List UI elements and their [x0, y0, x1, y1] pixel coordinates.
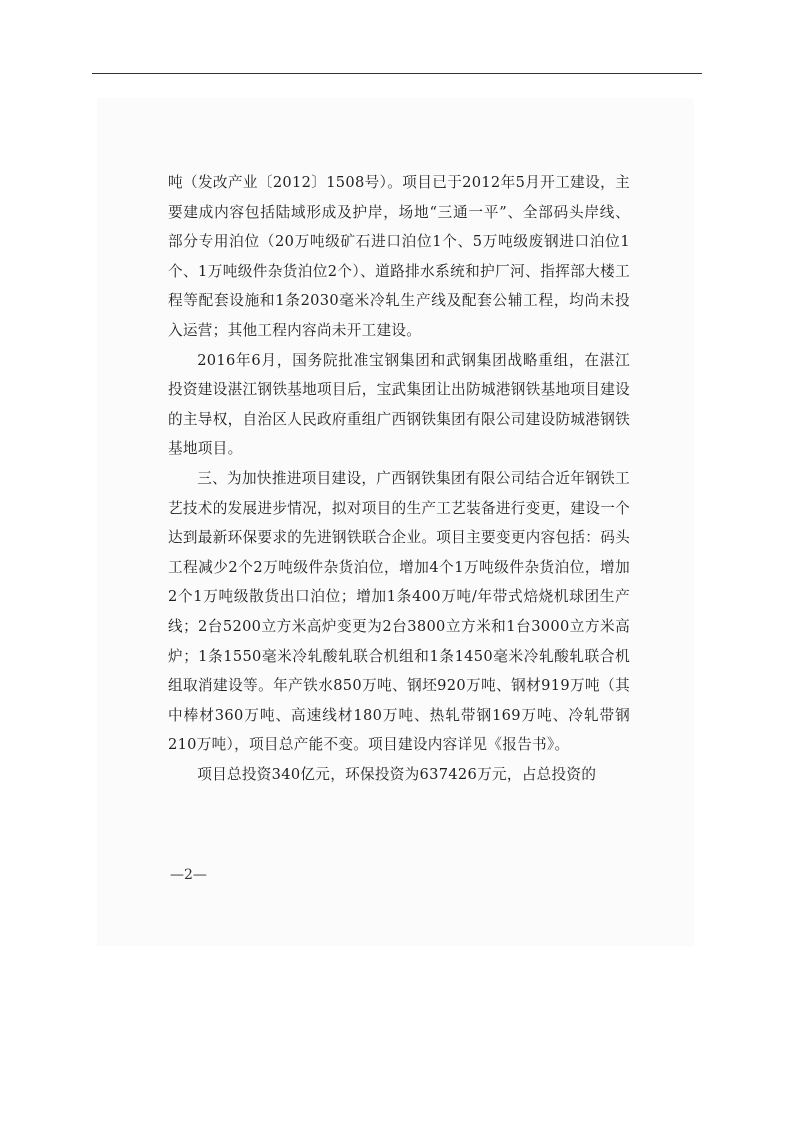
page-number: —2— — [170, 867, 207, 883]
paragraph-investment: 项目总投资340亿元，环保投资为637426万元，占总投资的 — [197, 765, 597, 783]
header-rule — [92, 73, 702, 74]
paragraph-reorganization: 2016年6月，国务院批准宝钢集团和武钢集团战略重组，在湛江投资建设湛江钢铁基地项目后，宝武集团让出防城港钢铁基地项目建设的主导权，自治区人民政府重组广西钢铁集团有限公司建设防城港钢铁基地项目。 — [168, 351, 630, 458]
paragraph-continuation: 吨（发改产业〔2012〕1508号）。项目已于2012年5月开工建设，主要建成内容包括陆域形成及护岸，场地“三通一平”、全部码头岸线、部分专用泊位（20万吨级矿石进口泊位1个、5万吨级废钢进口泊位1个、1万吨级件杂货泊位2个）、道路排水系统和护厂河、指挥部大楼工程等配套设施和1条2030毫米冷轧生产线及配套公辅工程，均尚未投入运营；其他工程内容尚未开工建设。 — [168, 174, 630, 339]
document-body — [168, 168, 630, 789]
paragraph-project-changes: 三、为加快推进项目建设，广西钢铁集团有限公司结合近年钢铁工艺技术的发展进步情况，拟对项目的生产工艺装备进行变更，建设一个达到最新环保要求的先进钢铁联合企业。项目主要变更内容包括：码头工程减少2个2万吨级件杂货泊位，增加4个1万吨级件杂货泊位，增加2个1万吨级散货出口泊位；增加1条400万吨/年带式焙烧机球团生产线；2台5200立方米高炉变更为2台3800立方米和1台3000立方米高炉；1条1550毫米冷轧酸轧联合机组和1条1450毫米冷轧酸轧联合机组取消建设等。年产铁水850万吨、钢坯920万吨、钢材919万吨（其中棒材360万吨、高速线材180万吨、热轧带钢169万吨、冷轧带钢210万吨），项目总产能不变。项目建设内容详见《报告书》。 — [168, 469, 630, 754]
